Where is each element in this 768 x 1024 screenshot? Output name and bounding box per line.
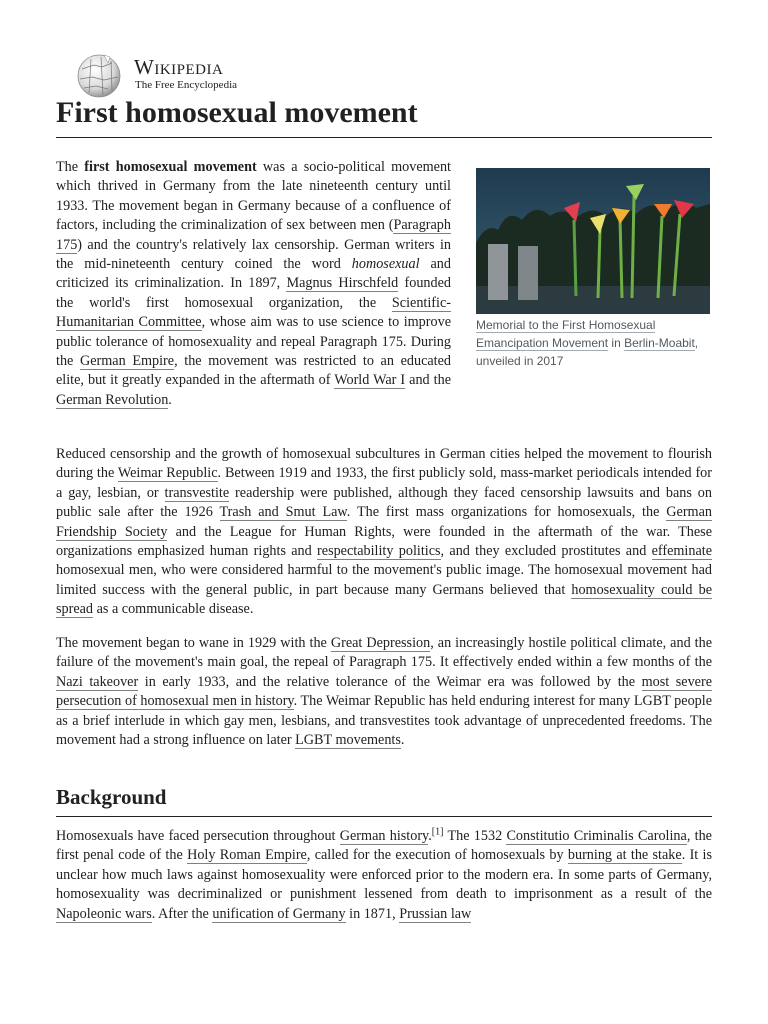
link-holy-roman-empire[interactable]: Holy Roman Empire [187,847,307,864]
link-homosexuality-could-be-spread[interactable]: homosexuality could be spread [56,581,713,618]
link-german-friendship-society[interactable]: German Friendship Society [56,504,712,540]
link-german-history[interactable]: German history [339,828,429,844]
title-divider [56,137,712,138]
lead-paragraph-3: The movement began to wane in 1929 with the Great Depression, an increasingly hostile political climate, and the failure of the movement's main goal, the repeal of Paragraph 175. It effectively ended within a few months of the Nazi takeover in early 1933, and the relative tolerance of the Weimar era was followed by the most severe persecution of homosexual men in history. The Weimar Republic has held enduring interest for many LGBT people as a brief interlude in which gay men, lesbians, and transvestites took advantage of unprecedented freedoms. The movement had a strong influence on later LGBT movements. [56,635,713,749]
link-lgbt-movements[interactable]: LGBT movements [295,732,401,749]
lead-paragraph-2: Reduced censorship and the growth of homosexual subcultures in German cities helped the movement to flourish during the Weimar Republic. Between 1919 and 1933, the first publicly sold, mass-market periodicals intended for a gay, lesbian, or transvestite readership were published, although they faced censorship lawsuits and bans on public sale after the 1926 Trash and Smut Law. The first mass organizations for homosexuals, the German Friendship Society and the League for Human Rights, were founded in the aftermath of the war. These organizations emphasized human rights and respectability politics, and they excluded prostitutes and effeminate homosexual men, who were considered harmful to the movement's public image. The homosexual movement had limited success with the general public, in part because many Germans believed that homosexuality could be spread as a communicable disease. [56,446,713,618]
figure-caption: Memorial to the First Homosexual Emancipation Movement in Berlin-Moabit, unveiled in 2017 [476,318,699,368]
link-scientific-humanitarian-committee[interactable]: Scientific-Humanitarian Committee [56,294,451,331]
page-title: First homosexual movement [56,96,418,129]
link-persecution-of-homosexual-men[interactable]: most severe persecution of homosexual men in history [56,673,712,710]
section-divider [56,816,712,817]
link-german-empire[interactable]: German Empire [79,353,175,370]
wordmark: Wikipedia [134,55,224,79]
wikipedia-header[interactable] [74,53,274,99]
lead-paragraph-1: The first homosexual movement was a socio-political movement which thrived in Germany from the late nineteenth century until 1933. The movement began in Germany because of a confluence of factors, including the criminalization of sex between men (Paragraph 175) and the country's relatively lax censorship. German writers in the mid-nineteenth century coined the word homosexual and criticized its criminalization. In 1897, Magnus Hirschfeld founded the world's first homosexual organization, the Scientific-Humanitarian Committee, whose aim was to use science to improve public tolerance of homosexuality and repeal Paragraph 175. During the German Empire, the movement was restricted to an educated elite, but it greatly expanded in the aftermath of World War I and the German Revolution. [56,159,452,408]
section-heading-background: Background [56,785,167,809]
link-german-revolution[interactable]: German Revolution [56,391,169,408]
link-effeminate[interactable]: effeminate [651,543,712,560]
link-great-depression[interactable]: Great Depression [330,635,431,651]
link-constitutio-criminalis-carolina[interactable]: Constitutio Criminalis Carolina [506,828,687,844]
link-unification-of-germany[interactable]: unification of Germany [212,905,346,922]
background-paragraph: Homosexuals have faced persecution throughout German history.[1] The 1532 Constitutio Criminalis Carolina, the first penal code of the Holy Roman Empire, called for the execution of homosexuals by burning at the stake. It is unclear how much laws against homosexuality were enforced prior to the modern era. In some parts of Germany, homosexuality was decriminalized or punishment lessened from death to imprisonment as a result of the Napoleonic wars. After the unification of Germany in 1871, Prussian law [56,826,713,922]
link-paragraph-175[interactable]: Paragraph 175 [56,217,451,253]
tagline: The Free Encyclopedia [135,79,238,91]
link-transvestite[interactable]: transvestite [164,484,230,501]
link-weimar-republic[interactable]: Weimar Republic [117,465,218,482]
link-nazi-takeover[interactable]: Nazi takeover [56,673,139,690]
link-world-war-i[interactable]: World War I [334,372,406,389]
memorial-figure [476,168,710,370]
link-berlin-moabit[interactable]: Berlin-Moabit [624,336,695,350]
link-napoleonic-wars[interactable]: Napoleonic wars [56,905,152,922]
link-trash-and-smut-law[interactable]: Trash and Smut Law [219,504,347,521]
memorial-photo[interactable] [476,168,710,314]
link-respectability-politics[interactable]: respectability politics [317,543,441,560]
wikipedia-globe-logo [74,53,124,99]
link-prussian-law[interactable]: Prussian law [399,905,472,922]
reference-1[interactable]: [1] [431,826,444,838]
link-memorial[interactable]: Memorial to the First Homosexual Emancipation Movement [476,318,656,350]
link-magnus-hirschfeld[interactable]: Magnus Hirschfeld [286,275,399,292]
link-burning-at-the-stake[interactable]: burning at the stake [567,847,682,864]
